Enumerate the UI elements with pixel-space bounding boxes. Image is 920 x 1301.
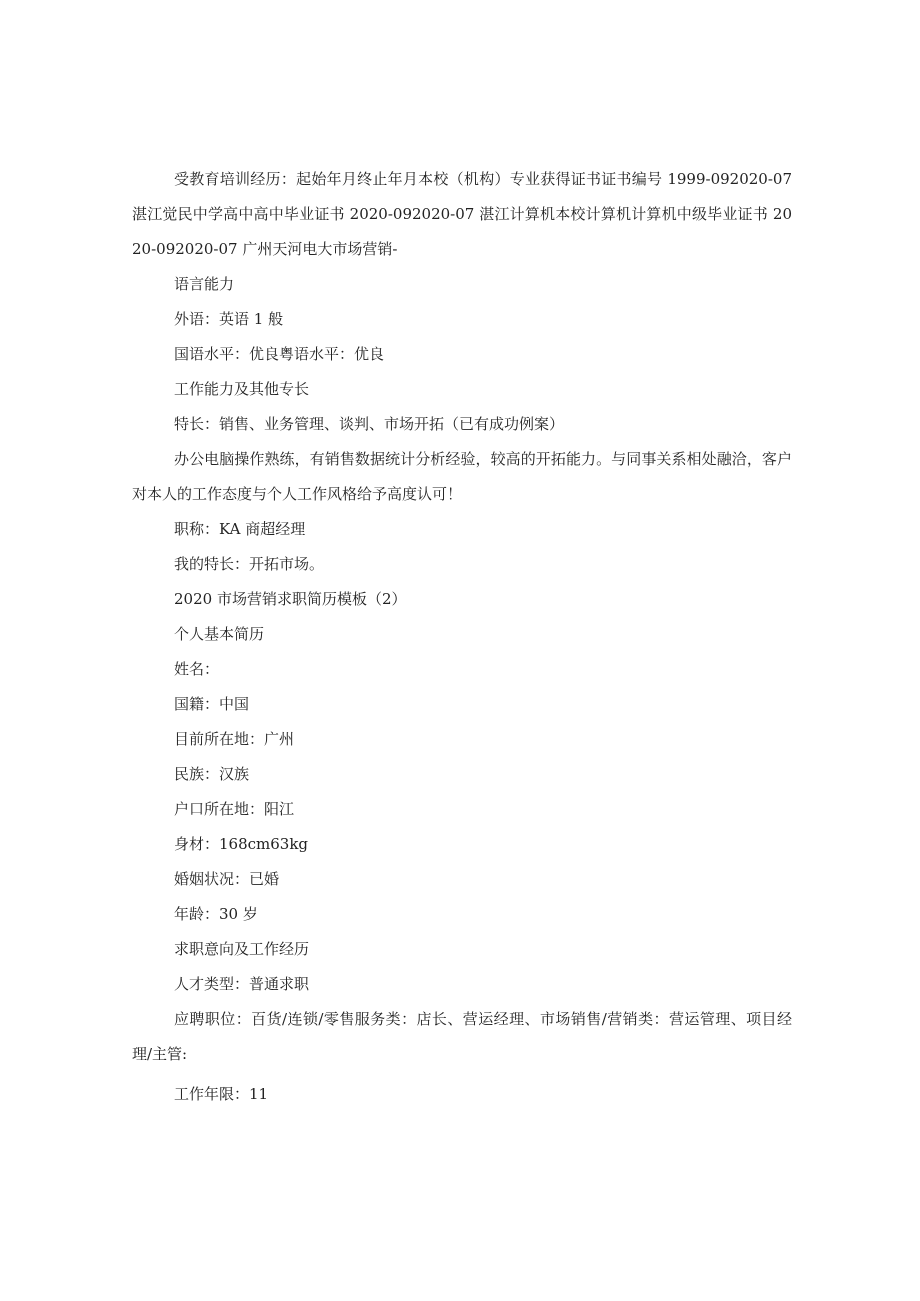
paragraph-education: 受教育培训经历：起始年月终止年月本校（机构）专业获得证书证书编号 1999-092020-07 湛江觉民中学高中高中毕业证书 2020-092020-07 湛江计算机本校计算机计算机中级毕业证书 2020-092020-07 广州天河电大市场营销- xyxy=(132,170,792,258)
field-height-weight: 身材：168cm63kg xyxy=(174,835,309,853)
paragraph-specialties: 特长：销售、业务管理、谈判、市场开拓（已有成功例案） xyxy=(174,415,565,433)
heading-job-intention: 求职意向及工作经历 xyxy=(174,940,310,958)
paragraph-office-skills: 办公电脑操作熟练，有销售数据统计分析经验，较高的开拓能力。与同事关系相处融洽，客户对本人的工作态度与个人工作风格给予高度认可！ xyxy=(132,450,792,503)
heading-work-ability: 工作能力及其他专长 xyxy=(174,380,310,398)
field-applied-position: 应聘职位：百货/连锁/零售服务类：店长、营运经理、市场销售/营销类：营运管理、项目经理/主管: xyxy=(132,1010,792,1063)
paragraph-mandarin-cantonese: 国语水平：优良粤语水平：优良 xyxy=(174,345,385,363)
field-nationality: 国籍：中国 xyxy=(174,695,250,713)
field-marital-status: 婚姻状况：已婚 xyxy=(174,870,280,888)
paragraph-title: 职称：KA 商超经理 xyxy=(174,520,306,538)
heading-basic-resume: 个人基本简历 xyxy=(174,625,265,643)
document-body xyxy=(132,162,792,1107)
paragraph-my-specialty: 我的特长：开拓市场。 xyxy=(174,555,325,573)
field-age: 年龄：30 岁 xyxy=(174,905,258,923)
field-ethnicity: 民族：汉族 xyxy=(174,765,250,783)
field-household-registration: 户口所在地：阳江 xyxy=(174,800,295,818)
field-current-location: 目前所在地：广州 xyxy=(174,730,295,748)
field-work-years: 工作年限：11 xyxy=(174,1085,269,1103)
paragraph-foreign-language: 外语：英语 1 般 xyxy=(174,310,284,328)
field-name: 姓名： xyxy=(174,660,220,678)
heading-resume-template: 2020 市场营销求职简历模板（2） xyxy=(174,590,407,608)
field-talent-type: 人才类型：普通求职 xyxy=(174,975,310,993)
heading-language-ability: 语言能力 xyxy=(174,275,235,293)
